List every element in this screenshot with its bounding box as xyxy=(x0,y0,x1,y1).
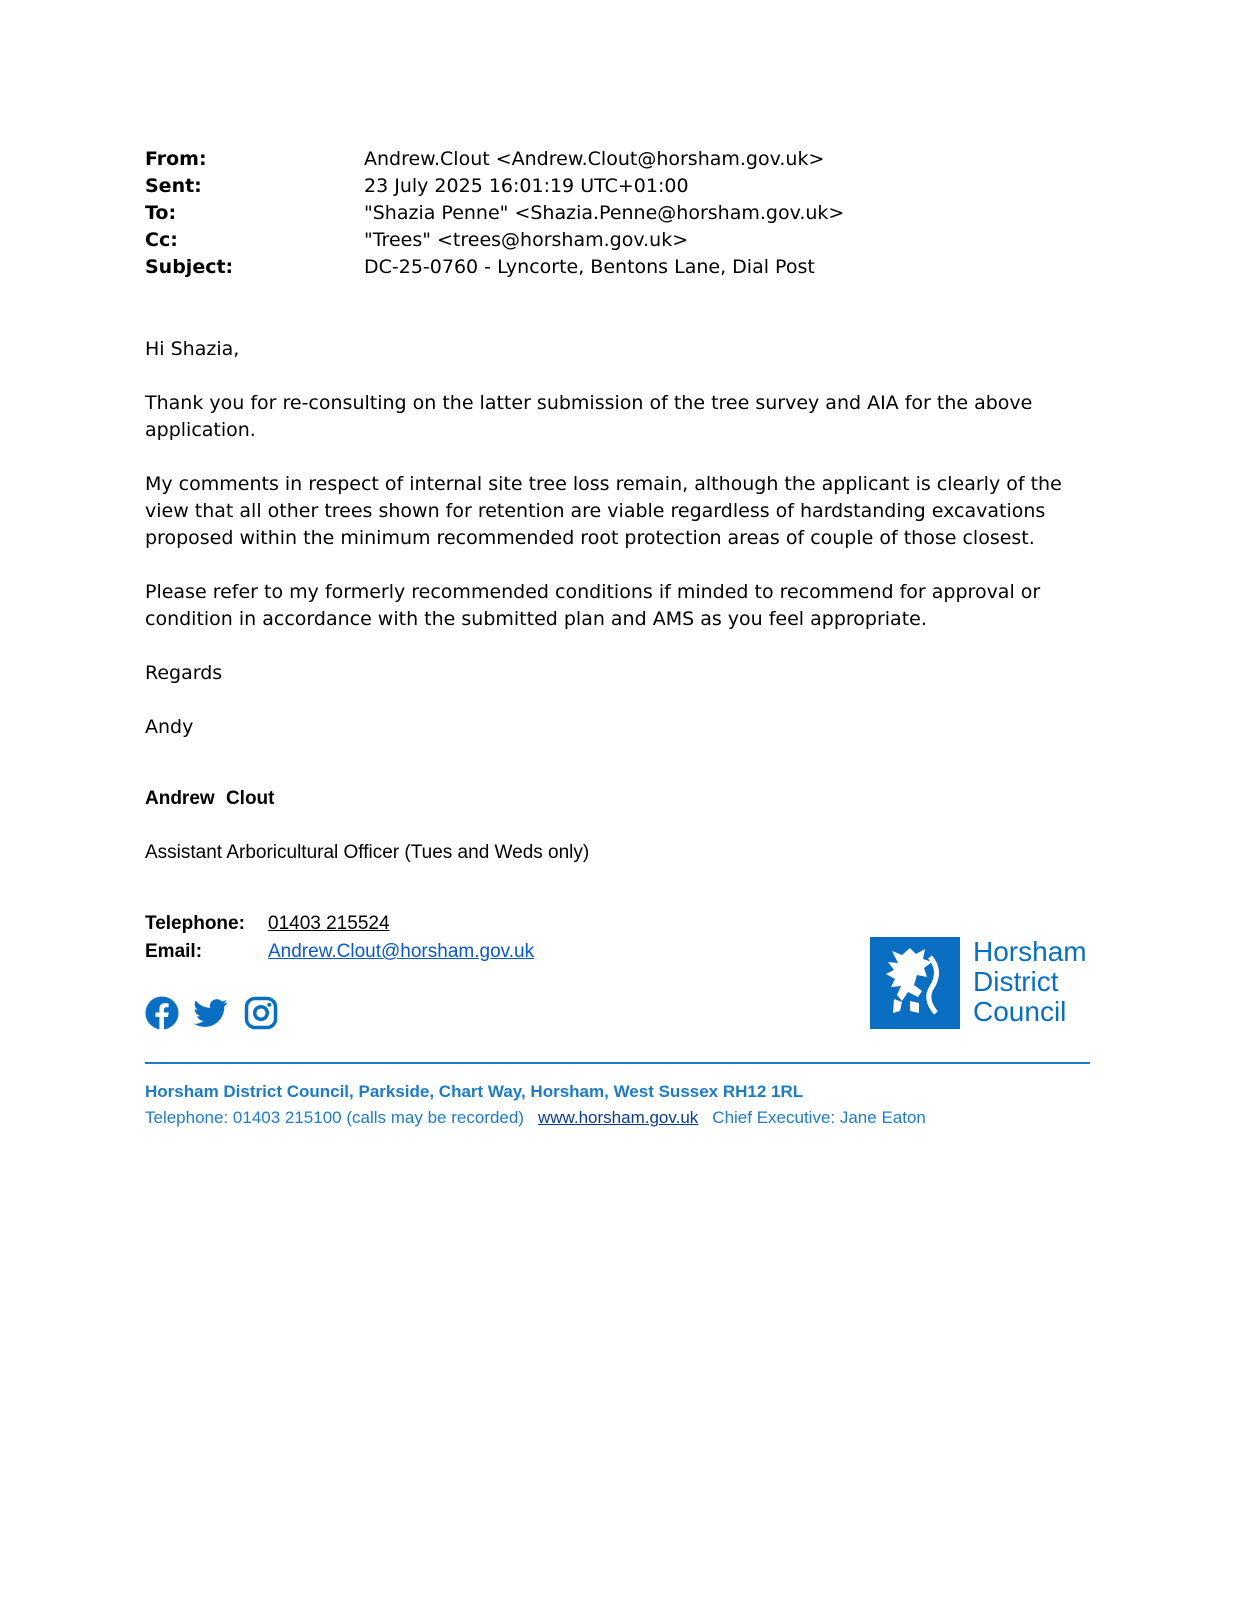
from-label: From: xyxy=(145,148,207,170)
email-link[interactable]: Andrew.Clout@horsham.gov.uk xyxy=(268,941,535,962)
subject-label: Subject: xyxy=(145,256,234,278)
greeting: Hi Shazia, xyxy=(145,338,240,360)
paragraph-2: My comments in respect of internal site tree loss remain, although the applicant is clearly of the view that all other trees shown for retention are viable regardless of hardstanding excavations proposed within the minimum recommended root protection areas of couple of those closest. xyxy=(145,473,1062,549)
facebook-icon[interactable] xyxy=(145,996,179,1030)
footer-telephone: Telephone: 01403 215100 (calls may be recorded) xyxy=(145,1108,524,1127)
telephone-row xyxy=(145,910,390,938)
sent-value: 23 July 2025 16:01:19 UTC+01:00 xyxy=(364,175,689,197)
logo-wordmark xyxy=(973,937,1098,1027)
subject-value: DC-25-0760 - Lyncorte, Bentons Lane, Dial Post xyxy=(364,256,815,278)
footer-website-link[interactable]: www.horsham.gov.uk xyxy=(537,1108,699,1127)
footer-divider xyxy=(145,1062,1090,1064)
logo-line-2: District xyxy=(973,966,1059,997)
sent-label: Sent: xyxy=(145,175,202,197)
paragraph-1: Thank you for re-consulting on the latter submission of the tree survey and AIA for the above application. xyxy=(145,392,1033,441)
cc-value: "Trees" <trees@horsham.gov.uk> xyxy=(364,229,689,251)
to-value: "Shazia Penne" <Shazia.Penne@horsham.gov.uk> xyxy=(364,202,845,224)
email-label: Email: xyxy=(145,941,203,962)
social-icons xyxy=(145,996,289,1030)
logo-line-1: Horsham xyxy=(973,936,1087,967)
signature-name: Andrew Clout xyxy=(145,788,275,809)
closing: Regards xyxy=(145,662,223,684)
signature-role: Assistant Arboricultural Officer (Tues and Weds only) xyxy=(145,842,590,863)
sign-off: Andy xyxy=(145,716,194,738)
footer-contact-line xyxy=(145,1108,926,1128)
email-row xyxy=(145,938,534,966)
telephone-link[interactable]: 01403 215524 xyxy=(268,913,390,934)
paragraph-3: Please refer to my formerly recommended conditions if minded to recommend for approval or condition in accordance with the submitted plan and AMS as you feel appropriate. xyxy=(145,581,1041,630)
telephone-label: Telephone: xyxy=(145,913,245,934)
from-value: Andrew.Clout <Andrew.Clout@horsham.gov.uk> xyxy=(364,148,825,170)
instagram-icon[interactable] xyxy=(244,996,278,1030)
lion-emblem xyxy=(870,937,960,1029)
logo-line-3: Council xyxy=(973,996,1067,1027)
cc-label: Cc: xyxy=(145,229,178,251)
footer-chief-executive: Chief Executive: Jane Eaton xyxy=(712,1108,926,1127)
council-logo xyxy=(870,937,1096,1029)
twitter-icon[interactable] xyxy=(194,996,228,1030)
to-label: To: xyxy=(145,202,177,224)
footer-address: Horsham District Council, Parkside, Chart Way, Horsham, West Sussex RH12 1RL xyxy=(145,1082,804,1101)
